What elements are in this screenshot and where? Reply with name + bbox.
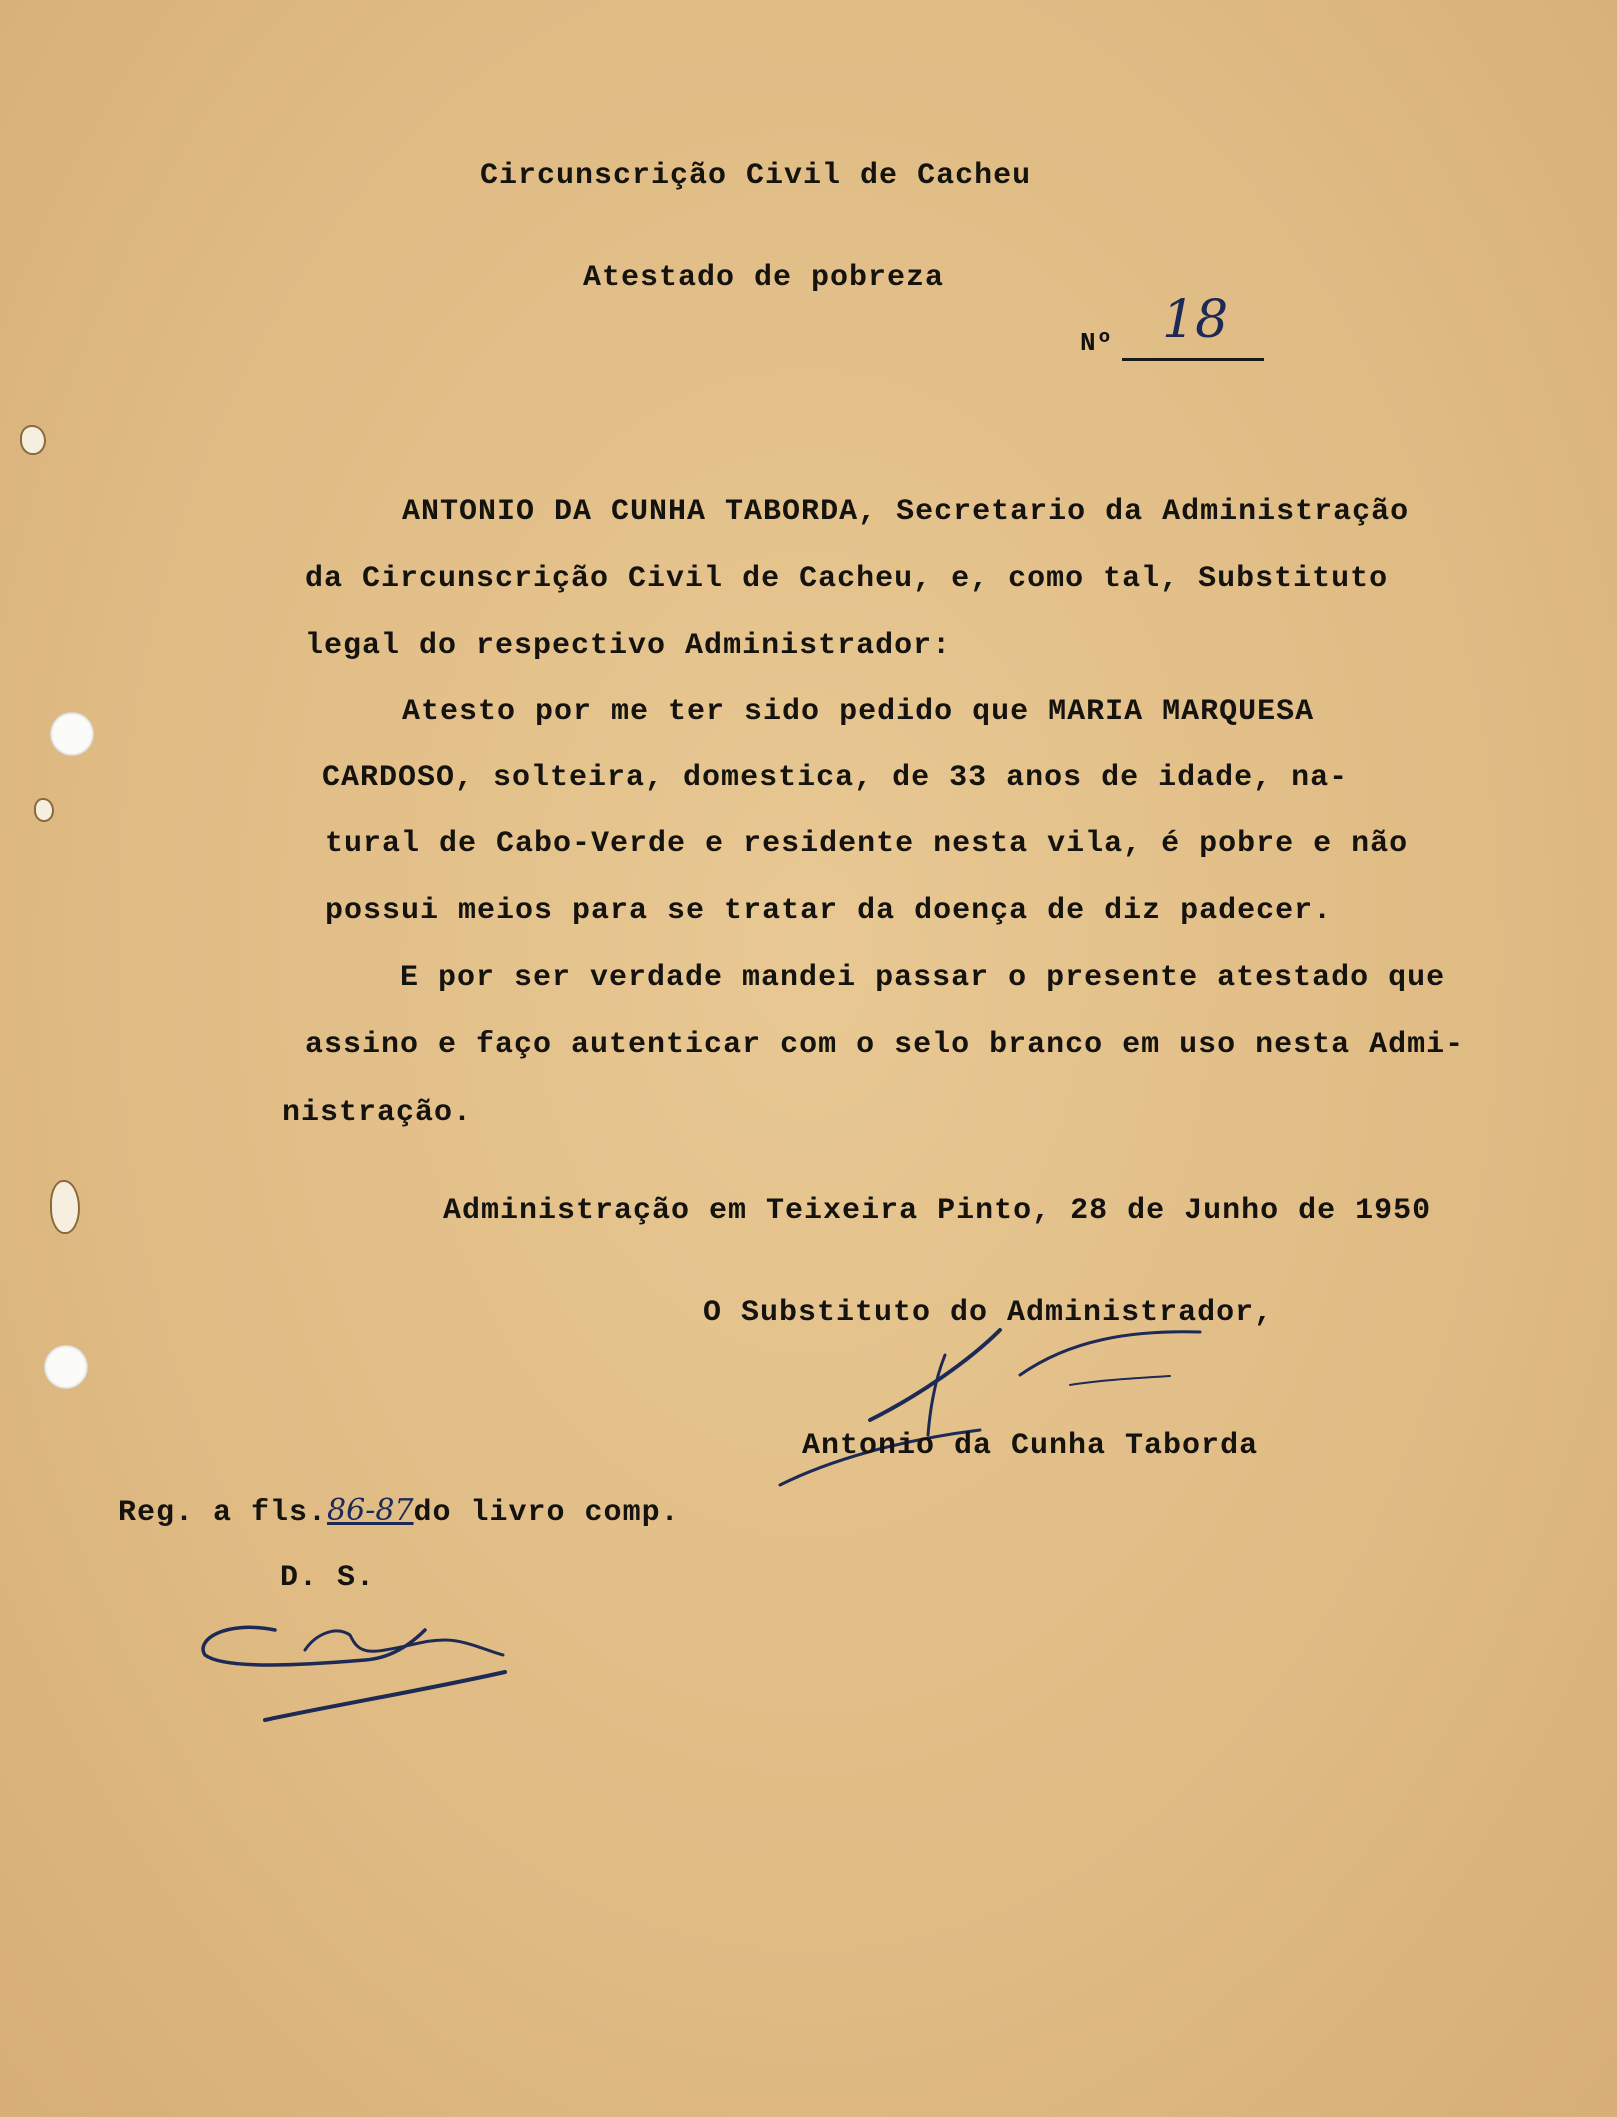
body-line: nistração. — [282, 1096, 473, 1130]
punch-hole-bottom — [44, 1345, 88, 1389]
punch-hole-top — [50, 712, 94, 756]
signer-name: Antonio da Cunha Taborda — [802, 1429, 1259, 1463]
place-and-date: Administração em Teixeira Pinto, 28 de Junho de 1950 — [443, 1194, 1432, 1228]
handwritten-number: 18 — [1162, 290, 1229, 350]
body-line: CARDOSO, solteira, domestica, de 33 anos de idade, na- — [322, 761, 1349, 795]
body-line: Atesto por me ter sido pedido que MARIA MARQUESA — [402, 695, 1315, 729]
registry-suffix: do livro comp. — [413, 1496, 680, 1530]
administrator-signature — [770, 1320, 1290, 1500]
office-title: Circunscrição Civil de Cacheu — [480, 159, 1032, 193]
body-line: ANTONIO DA CUNHA TABORDA, Secretario da Administração — [402, 495, 1410, 529]
body-line: legal do respectivo Administrador: — [305, 629, 952, 663]
body-line: E por ser verdade mandei passar o presente atestado que — [400, 961, 1446, 995]
margin-tear — [34, 798, 54, 822]
body-line: tural de Cabo-Verde e residente nesta vila, é pobre e não — [325, 827, 1409, 861]
body-line: possui meios para se tratar da doença de diz padecer. — [325, 894, 1333, 928]
margin-tear — [50, 1180, 80, 1234]
registry-prefix: Reg. a fls. — [118, 1496, 328, 1530]
ds-signature — [185, 1610, 545, 1740]
number-label: Nº — [1080, 328, 1114, 358]
signer-title: O Substituto do Administrador, — [703, 1296, 1274, 1330]
body-line: da Circunscrição Civil de Cacheu, e, como tal, Substituto — [305, 562, 1389, 596]
registry-pages: 86-87 — [327, 1493, 414, 1528]
ds-label: D. S. — [280, 1561, 376, 1595]
registry-line — [118, 1493, 680, 1531]
document-type: Atestado de pobreza — [583, 261, 945, 295]
margin-tear — [20, 425, 46, 455]
body-line: assino e faço autenticar com o selo branco em uso nesta Admi- — [305, 1028, 1465, 1062]
number-underline — [1122, 358, 1264, 361]
